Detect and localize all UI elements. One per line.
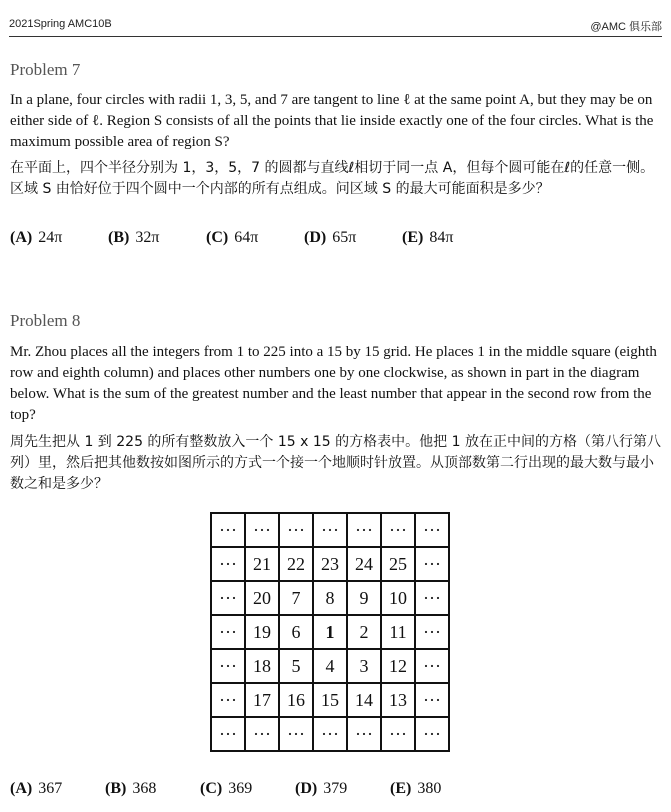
grid-cell: ··· <box>245 717 279 751</box>
choice-d <box>295 780 390 798</box>
choice-b <box>105 780 200 798</box>
choice-c-label: (C) <box>200 780 223 797</box>
grid-cell: ··· <box>347 717 381 751</box>
choice-e-value: 380 <box>417 780 442 797</box>
grid-cell: 19 <box>245 615 279 649</box>
grid-row <box>211 683 449 717</box>
problem-8-choices <box>10 780 485 798</box>
grid-cell: 18 <box>245 649 279 683</box>
grid-cell: ··· <box>381 717 415 751</box>
choice-a-value: 367 <box>38 780 63 797</box>
grid-cell: ··· <box>211 615 245 649</box>
grid-cell: ··· <box>415 615 449 649</box>
grid-cell: ··· <box>347 513 381 547</box>
grid-cell: 4 <box>313 649 347 683</box>
choice-b-label: (B) <box>108 229 130 246</box>
grid-cell: ··· <box>415 717 449 751</box>
grid-cell: 5 <box>279 649 313 683</box>
choice-d-label: (D) <box>295 780 318 797</box>
grid-cell: 10 <box>381 581 415 615</box>
grid-cell: ··· <box>279 513 313 547</box>
grid-cell: 7 <box>279 581 313 615</box>
grid-cell: 16 <box>279 683 313 717</box>
choice-c <box>206 229 304 247</box>
choice-a-label: (A) <box>10 780 33 797</box>
grid-row <box>211 717 449 751</box>
choice-e-label: (E) <box>402 229 424 246</box>
problem-7-text: In a plane, four circles with radii 1, 3, 5, and 7 are tangent to line ℓ at the same point A, but they may be on either side of ℓ. Region S consists of all the points that lie inside exactly one of the four circles. What is the maximum possible area of region S? <box>10 92 654 150</box>
problem-8-text: Mr. Zhou places all the integers from 1 to 225 into a 15 by 15 grid. He places 1 in the middle square (eighth row and eighth column) and places other numbers one by one clockwise, as shown in part in the diagram below. What is the sum of the greatest number and the least number that appear in the second row from the top? <box>10 344 657 423</box>
grid-cell: 21 <box>245 547 279 581</box>
header-club-label: @AMC 俱乐部 <box>590 21 662 33</box>
grid-cell: 12 <box>381 649 415 683</box>
grid-cell: ··· <box>415 513 449 547</box>
grid-cell: 25 <box>381 547 415 581</box>
grid-cell: 24 <box>347 547 381 581</box>
problem-8-text-cn: 周先生把从 1 到 225 的所有整数放入一个 15 x 15 的方格表中。他把 1 放在正中间的方格（第八行第八列）里，然后把其他数按如图所示的方式一个接一个地顺时针放置。从顶部数第二行出现的最大数与最小数之和是多少？ <box>10 434 661 492</box>
choice-e <box>390 780 485 798</box>
choice-a-value: 24π <box>38 229 63 246</box>
grid-row <box>211 547 449 581</box>
grid-cell: ··· <box>415 581 449 615</box>
grid-cell: ··· <box>415 649 449 683</box>
choice-b-label: (B) <box>105 780 127 797</box>
grid-cell: 11 <box>381 615 415 649</box>
grid-row <box>211 615 449 649</box>
choice-d-label: (D) <box>304 229 327 246</box>
grid-cell: ··· <box>245 513 279 547</box>
grid-cell: ··· <box>211 547 245 581</box>
choice-a <box>10 229 108 247</box>
problem-7-text-cn: 在平面上，四个半径分别为 1，3，5，7 的圆都与直线ℓ相切于同一点 A，但每个圆可能在ℓ的任意一侧。区域 S 由恰好位于四个圆中一个内部的所有点组成。问区域 S 的最大可能面积是多少？ <box>10 160 655 197</box>
spiral-number-grid <box>210 512 450 752</box>
choice-a-label: (A) <box>10 229 33 246</box>
grid-cell: ··· <box>211 513 245 547</box>
header-contest-label: 2021Spring AMC10B <box>9 18 112 30</box>
grid-cell: 14 <box>347 683 381 717</box>
grid-cell: ··· <box>211 581 245 615</box>
choice-c-value: 369 <box>228 780 253 797</box>
choice-e <box>402 229 500 247</box>
choice-e-value: 84π <box>429 229 454 246</box>
grid-cell: 17 <box>245 683 279 717</box>
grid-cell: 3 <box>347 649 381 683</box>
choice-b-value: 368 <box>132 780 157 797</box>
grid-cell: ··· <box>381 513 415 547</box>
choice-c-label: (C) <box>206 229 229 246</box>
grid-cell: 23 <box>313 547 347 581</box>
problem-7-title: Problem 7 <box>10 60 81 79</box>
choice-d-value: 65π <box>332 229 357 246</box>
problem-7-choices <box>10 229 500 247</box>
grid-cell: 13 <box>381 683 415 717</box>
choice-d <box>304 229 402 247</box>
choice-e-label: (E) <box>390 780 412 797</box>
grid-row <box>211 513 449 547</box>
grid-cell: 22 <box>279 547 313 581</box>
choice-a <box>10 780 105 798</box>
grid-cell: 15 <box>313 683 347 717</box>
choice-c <box>200 780 295 798</box>
grid-row <box>211 581 449 615</box>
grid-cell: ··· <box>415 547 449 581</box>
grid-cell: ··· <box>313 513 347 547</box>
problem-8-title: Problem 8 <box>10 311 81 330</box>
grid-cell: ··· <box>211 649 245 683</box>
grid-cell: ··· <box>211 683 245 717</box>
grid-cell: 1 <box>313 615 347 649</box>
choice-c-value: 64π <box>234 229 259 246</box>
grid-row <box>211 649 449 683</box>
choice-d-value: 379 <box>323 780 348 797</box>
grid-cell: ··· <box>279 717 313 751</box>
grid-cell: 9 <box>347 581 381 615</box>
grid-cell: 8 <box>313 581 347 615</box>
grid-cell: ··· <box>313 717 347 751</box>
choice-b-value: 32π <box>135 229 160 246</box>
grid-cell: ··· <box>211 717 245 751</box>
page-header <box>9 16 662 37</box>
grid-cell: 6 <box>279 615 313 649</box>
grid-cell: ··· <box>415 683 449 717</box>
choice-b <box>108 229 206 247</box>
grid-cell: 2 <box>347 615 381 649</box>
grid-cell: 20 <box>245 581 279 615</box>
